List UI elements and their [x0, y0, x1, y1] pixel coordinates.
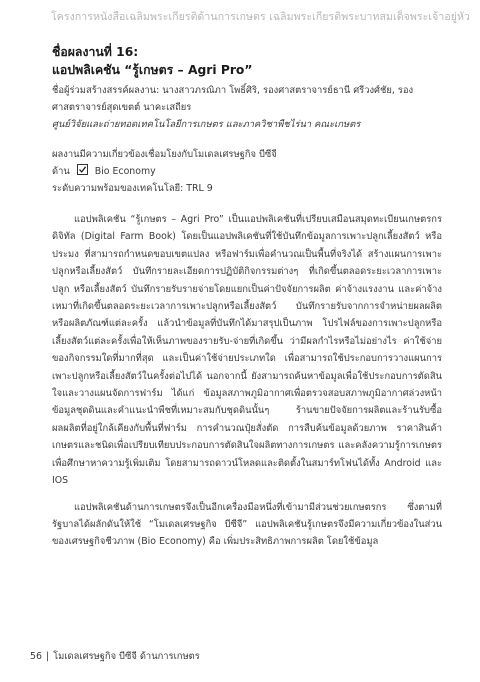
work-number-heading: ชื่อผลงานที่ 16: — [52, 45, 139, 59]
page-number: 56 — [30, 651, 42, 662]
book-title: โมเดลเศรษฐกิจ บีซีจี ด้านการเกษตร — [53, 651, 200, 662]
organization-text: ศูนย์วิจัยและถ่ายทอดเทคโนโลยีการเกษตร และภาควิชาพืชไร่นา คณะเกษตร — [52, 119, 361, 130]
work-title: แอปพลิเคชัน “รู้เกษตร – Agri Pro” — [52, 63, 253, 77]
running-header: โครงการหนังสือเฉลิมพระเกียรติด้านการเกษตร เฉลิมพระเกียรติพระบาทสมเด็จพระเจ้าอยู่หัว — [50, 11, 470, 23]
aspect-label: ด้าน — [52, 166, 70, 177]
bcg-aspect-row — [52, 163, 442, 180]
bcg-relation: ผลงานมีความเกี่ยวข้องเชื่อมโยงกับโมเดลเศรษฐกิจ บีซีจี — [52, 149, 277, 160]
page-content — [52, 44, 442, 551]
readiness-level: ระดับความพร้อมของเทคโนโลยี: TRL 9 — [52, 183, 213, 194]
footer-separator: | — [45, 651, 50, 662]
body-paragraph-2: แอปพลิเคชันด้านการเกษตรจึงเป็นอีกเครื่องมือหนึ่งที่เข้ามามีส่วนช่วยเกษตรกร ซึ่งตามที่รัฐบาลได้ผลักดันให้ใช้ “โมเดลเศรษฐกิจ บีซีจี” แอปพลิเคชันรู้เกษตรจึงมีความเกี่ยวข้องในส่วนของเศรษฐกิจชีวภาพ (Bio Economy) คือ เพิ่มประสิทธิภาพการผลิต โดยใช้ข้อมูล — [52, 501, 442, 548]
body-paragraph-1: แอปพลิเคชัน “รู้เกษตร – Agri Pro” เป็นแอปพลิเคชันที่เปรียบเสมือนสมุดทะเบียนเกษตรกรดิจิทัล (Digital Farm Book) โดยเป็นแอปพลิเคชันที่ใช้บันทึกข้อมูลการเพาะปลูกเลี้ยงสัตว์ หรือประมง ที่สามารถกำหนดขอบเขตแปลง หรือฟาร์มเพื่อคำนวณเป็นพื้นที่จริงได้ สร้างแผนการเพาะปลูกหรือเลี้ยงสัตว์ บันทึกรายละเอียดการปฏิบัติกิจกรรมต่างๆ ที่เกิดขึ้นตลอดระยะเวลาการเพาะปลูก หรือเลี้ยงสัตว์ บันทึกรายรับรายจ่ายโดยแยกเป็นค่าปัจจัยการผลิต ค่าจ้างแรงงาน และค่าจ้างเหมาที่เกิดขึ้นตลอดระยะเวลาการเพาะปลูกหรือเลี้ยงสัตว์ บันทึกรายรับจากการจำหน่ายผลผลิต หรือผลิตภัณฑ์แต่ละครั้ง แล้วนำข้อมูลที่บันทึกได้มาสรุปเป็นภาพ โปรไฟล์ของการเพาะปลูกหรือเลี้ยงสัตว์แต่ละครั้งเพื่อให้เห็นภาพของรายรับ-จ่ายที่เกิดขึ้น ว่ามีผลกำไรหรือไม่อย่างไร ค่าใช้จ่ายของกิจกรรมใดที่มากที่สุด และเป็นค่าใช้จ่ายประเภทใด เพื่อสามารถใช้ประกอบการวางแผนการเพาะปลูกหรือเลี้ยงสัตว์ในครั้งต่อไปได้ นอกจากนี้ ยังสามารถค้นหาข้อมูลเพื่อใช้ประกอบการตัดสินใจและวางแผนจัดการฟาร์ม ได้แก่ ข้อมูลสภาพภูมิอากาศเพื่อตรวจสอบสภาพภูมิอากาศล่วงหน้า ข้อมูลชุดดินและคำแนะนำพืชที่เหมาะสมกับชุดดินนั้นๆ ร้านขายปัจจัยการผลิตและร้านรับซื้อผลผลิตที่อยู่ใกล้เคียงกับพื้นที่ฟาร์ม การคำนวณปุ๋ยสั่งตัด การสืบค้นข้อมูลด้วยภาพ ราคาสินค้าเกษตรและชนิดเพื่อเปรียบเทียบประกอบการตัดสินใจผลิตทางการเกษตร และคลังความรู้การเกษตรเพื่อศึกษาหาความรู้เพิ่มเติม โดยสามารถดาวน์โหลดและติดตั้งในสมาร์ทโฟนได้ทั้ง Android และ IOS — [52, 214, 442, 487]
checked-checkbox-icon — [77, 164, 88, 175]
aspect-value: Bio Economy — [94, 166, 156, 177]
page-footer — [30, 649, 200, 664]
creators-text: ชื่อผู้ร่วมสร้างสรรค์ผลงาน: นางสาวภรณิภา โพธิ์ศิริ, รองศาสตราจารย์ธานี ศรีวงศ์ชัย, รองศาสตราจารย์สุดเขตต์ นาคะเสถียร — [52, 85, 414, 113]
bcg-meta — [52, 146, 442, 197]
